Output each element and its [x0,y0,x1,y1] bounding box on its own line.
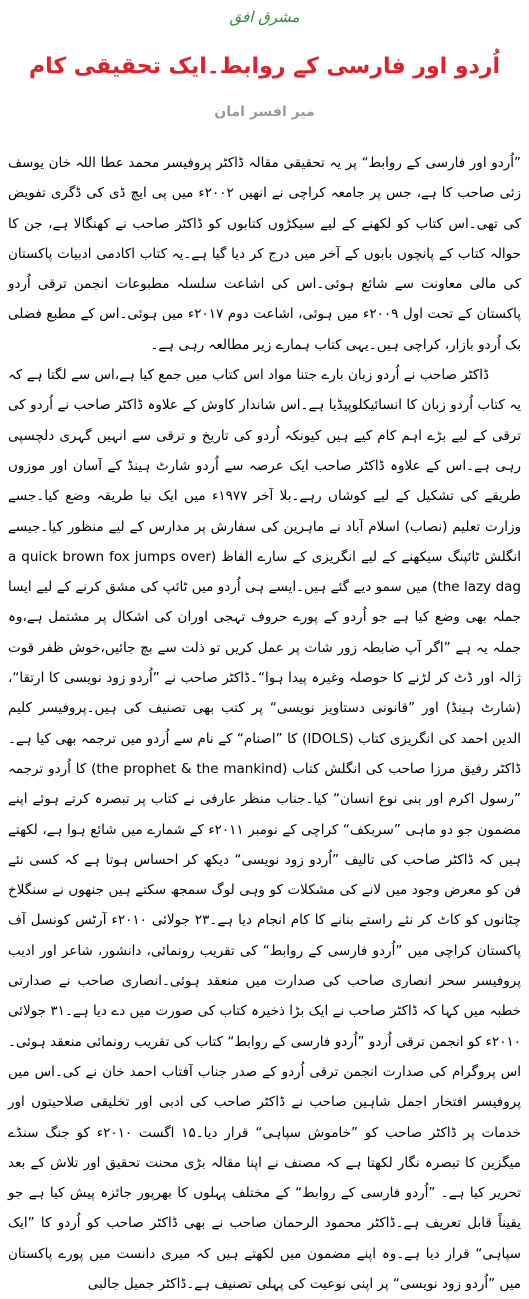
article-body [8,148,521,1299]
article-paragraph-2: ڈاکٹر صاحب نے اُردو زبان بارے جتنا مواد اس کتاب میں جمع کیا ہے،اس سے لگتا ہے کہ یہ کتاب اُردو زبان کا انسائیکلوپیڈیا ہے۔اس شاندار کاوش کے علاوہ ڈاکٹر صاحب نے اُردو کی ترقی کے لیے بڑے اہم کام کیے ہیں کیونکہ اُردو کی تاریخ و ترقی سے انہیں گہری دلچسپی رہی ہے۔اس کے علاوہ ڈاکٹر صاحب ایک عرصہ سے اُردو شارٹ ہینڈ کے آسان اور موزوں طریقے کی تشکیل کے لیے کوشاں رہے۔بلا آخر ۱۹۷۷ء میں ایک نیا طریقہ وضع کیا۔جسے وزارت تعلیم (نصاب) اسلام آباد نے ماہرین کی سفارش پر مدارس کے لیے منظور کیا۔جیسے انگلش ٹائپنگ سیکھنے کے لیے انگریزی کے سارے الفاظ (a quick brown fox jumps over the lazy dag) میں سمو دیے گئے ہیں۔ایسے ہی اُردو میں ٹائپ کی مشق کرنے کے لیے ایسا جملہ بھی وضع کیا ہے جو اُردو کے پورے حروف تہجی اوران کی اشکال پر مشتمل ہے،وہ جملہ یہ ہے ”اگر آپ ضابطہ زور شات پر عمل کریں تو ذلت سے بچ جائیں،خوش ظفر قوت ژالہ اور ڈٹ کر لڑنے کا حوصلہ وغیرہ پیدا ہوا“۔ڈاکٹر صاحب نے ”اُردو زود نویسی کا ارتقا“، (شارٹ ہینڈ) اور ”قانونی دستاویز نویسی“ پر کتب بھی تصنیف کی ہیں۔پروفیسر کلیم الدین احمد کی انگریزی کتاب (IDOLS) کا ”اصنام“ کے نام سے اُردو میں ترجمہ بھی کیا ہے۔ڈاکٹر رفیق مرزا صاحب کی انگلش کتاب (the prophet & the mankind) کا اُردو ترجمہ ”رسول اکرم اور بنی نوع انسان“ کیا۔جناب منظر عارفی نے کتاب پر تبصرہ کرتے ہوئے اپنے مضمون جو دو ماہی ”سربکف“ کراچی کے نومبر ۲۰۱۱ء کے شمارے میں شائع ہوا ہے، لکھتے ہیں کہ ڈاکٹر صاحب کی تالیف ”اُردو زود نویسی“ دیکھ کر احساس ہوتا ہے کہ کسی نئے فن کو معرض وجود میں لانے کی مشکلات کو وہی لوگ سمجھ سکتے ہیں جنھوں نے سنگلاخ چٹانوں کو کاٹ کر نئے راستے بنانے کا کام انجام دیا ہے۔۲۳ جولائی ۲۰۱۰ء آرٹس کونسل آف پاکستان کراچی میں ”اُردو فارسی کے روابط“ کی تقریب رونمائی، دانشور، شاعر اور ادیب پروفیسر سحر انصاری صاحب کی صدارت میں منعقد ہوئی۔انصاری صاحب نے صدارتی خطبہ میں کہا کہ ڈاکٹر صاحب نے ایک بڑا ذخیرہ کتاب کی صورت میں دے دیا ہے۔۳۱ جولائی ۲۰۱۰ء کو انجمن ترقی اُردو ”اُردو فارسی کے روابط“ کتاب کی تقریب رونمائی منعقد ہوئی۔اس پروگرام کی صدارت انجمن ترقی اُردو کے صدر جناب آفتاب احمد خان نے کی۔اس میں پروفیسر افتخار اجمل شاہین صاحب نے ڈاکٹر صاحب کی ادبی اور تخلیقی صلاحیتوں اور خدمات پر ڈاکٹر صاحب کو ”خاموش سپاہی“ قرار دیا۔۱۵ اگست ۲۰۱۰ء کو جنگ سنڈے میگزین کا تبصرہ نگار لکھتا ہے کہ مصنف نے اپنا مقالہ بڑی محنت تحقیق اور تلاش کے بعد تحریر کیا ہے۔ ”اُردو فارسی کے روابط“ کے مختلف پہلوں کا بھرپور جائزہ پیش کیا ہے جو یقیناً قابل تعریف ہے۔ڈاکٹر محمود الرحمان صاحب نے بھی ڈاکٹر صاحب کو اُردو کا ”ایک سپاہی“ قرار دیا ہے۔وہ اپنے مضمون میں لکھتے ہیں کہ میری دانست میں پورے پاکستان میں ”اُردو زود نویسی“ پر اپنی نوعیت کی پہلی تصنیف ہے۔ڈاکٹر جمیل جالبی [8,367,521,1292]
article-paragraph-1: ”اُردو اور فارسی کے روابط“ پر یہ تحقیقی مقالہ ڈاکٹر پروفیسر محمد عطا اللہ خان یوسف زئی صاحب کا ہے، جس پر جامعہ کراچی نے انھیں ۲۰۰۲ء میں پی ایچ ڈی کی ڈگری تفویض کی تھی۔اس کتاب کو لکھنے کے لیے سیکڑوں کتابوں کو ڈاکٹر صاحب نے کھنگالا ہے، جن کا حوالہ کتاب کے پانچوں بابوں کے آخر میں درج کر دیا گیا ہے۔یہ کتاب اکادمی ادبیات پاکستان کی مالی معاونت سے شائع ہوئی۔اس کی اشاعت سلسلہ مطبوعات انجمن ترقی اُردو پاکستان کے تحت اول ۲۰۰۹ء میں ہوئی، اشاعت دوم ۲۰۱۷ء میں ہوئی۔اس کے مطبع فضلی بک اُردو بازار، کراچی ہیں۔یہی کتاب ہمارے زیر مطالعہ رہی ہے۔ [8,155,522,353]
article-title: اُردو اور فارسی کے روابط۔ایک تحقیقی کام [28,54,501,79]
author-byline: میر افسر امان [214,104,315,120]
section-label: مشرق افق [229,8,300,26]
